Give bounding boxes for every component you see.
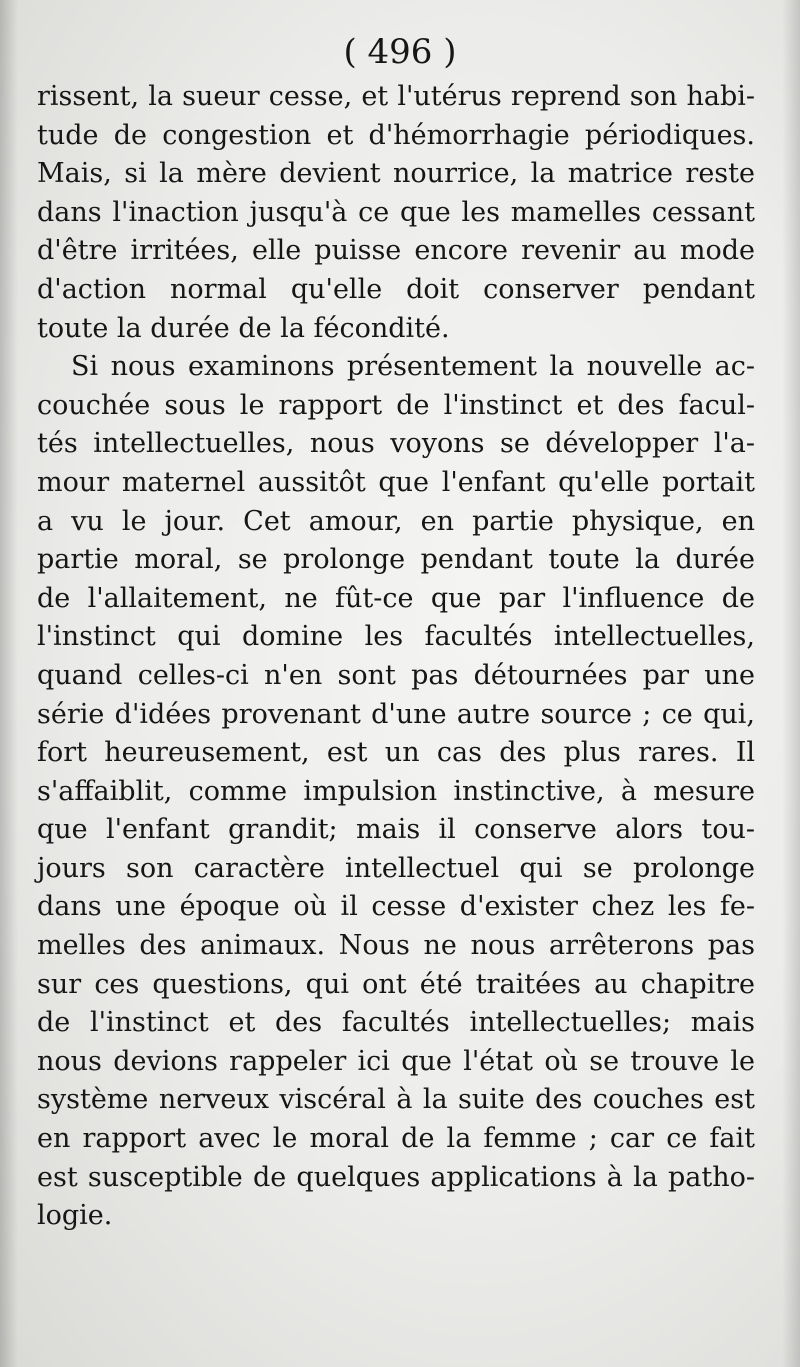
page-edge-shadow-left — [0, 0, 18, 1367]
text-line: de l'instinct et des facultés intellectuelles; mais — [37, 1007, 755, 1039]
text-line: tés intellectuelles, nous voyons se développer l'a- — [37, 428, 755, 460]
paragraph-2 — [37, 348, 755, 1236]
text-line: série d'idées provenant d'une autre source ; ce qui, — [37, 698, 755, 730]
text-line: s'affaiblit, comme impulsion instinctive, à mesure — [37, 775, 755, 807]
text-line: est susceptible de quelques applications à la patho- — [37, 1161, 755, 1193]
body-text — [37, 78, 755, 1236]
text-line: nous devions rappeler ici que l'état où se trouve le — [37, 1045, 755, 1077]
text-line: système nerveux viscéral à la suite des couches est — [37, 1084, 755, 1116]
text-line: d'être irritées, elle puisse encore revenir au mode — [37, 235, 755, 267]
text-line: logie. — [37, 1200, 113, 1232]
text-line: Mais, si la mère devient nourrice, la matrice reste — [37, 158, 755, 190]
text-line: Si nous examinons présentement la nouvelle ac- — [71, 351, 755, 383]
text-line: couchée sous le rapport de l'instinct et des facul- — [37, 389, 755, 421]
page-number: ( 496 ) — [343, 32, 457, 72]
paragraph-1 — [37, 78, 755, 348]
text-line: a vu le jour. Cet amour, en partie physique, en — [37, 505, 755, 537]
text-line: l'instinct qui domine les facultés intellectuelles, — [37, 621, 755, 653]
text-line: fort heureusement, est un cas des plus rares. Il — [37, 737, 755, 769]
text-line: sur ces questions, qui ont été traitées au chapitre — [37, 968, 755, 1000]
text-line: melles des animaux. Nous ne nous arrêterons pas — [37, 930, 755, 962]
text-line: que l'enfant grandit; mais il conserve alors tou- — [37, 814, 755, 846]
text-line: rissent, la sueur cesse, et l'utérus reprend son habi- — [37, 81, 755, 112]
text-line: jours son caractère intellectuel qui se prolonge — [37, 852, 755, 884]
page-edge-shadow-right — [782, 0, 800, 1367]
text-line: en rapport avec le moral de la femme ; car ce fait — [37, 1123, 755, 1155]
text-line: tude de congestion et d'hémorrhagie périodiques. — [37, 119, 755, 151]
text-line: mour maternel aussitôt que l'enfant qu'elle portait — [37, 466, 755, 498]
text-line: quand celles-ci n'en sont pas détournées par une — [37, 659, 755, 691]
text-line: dans l'inaction jusqu'à ce que les mamelles cessant — [37, 196, 755, 228]
text-line: dans une époque où il cesse d'exister chez les fe- — [37, 891, 755, 923]
text-line: d'action normal qu'elle doit conserver pendant — [37, 273, 755, 305]
text-line: de l'allaitement, ne fût-ce que par l'influence de — [37, 582, 755, 614]
text-line: partie moral, se prolonge pendant toute la durée — [37, 544, 755, 576]
text-line: toute la durée de la fécondité. — [37, 312, 450, 344]
